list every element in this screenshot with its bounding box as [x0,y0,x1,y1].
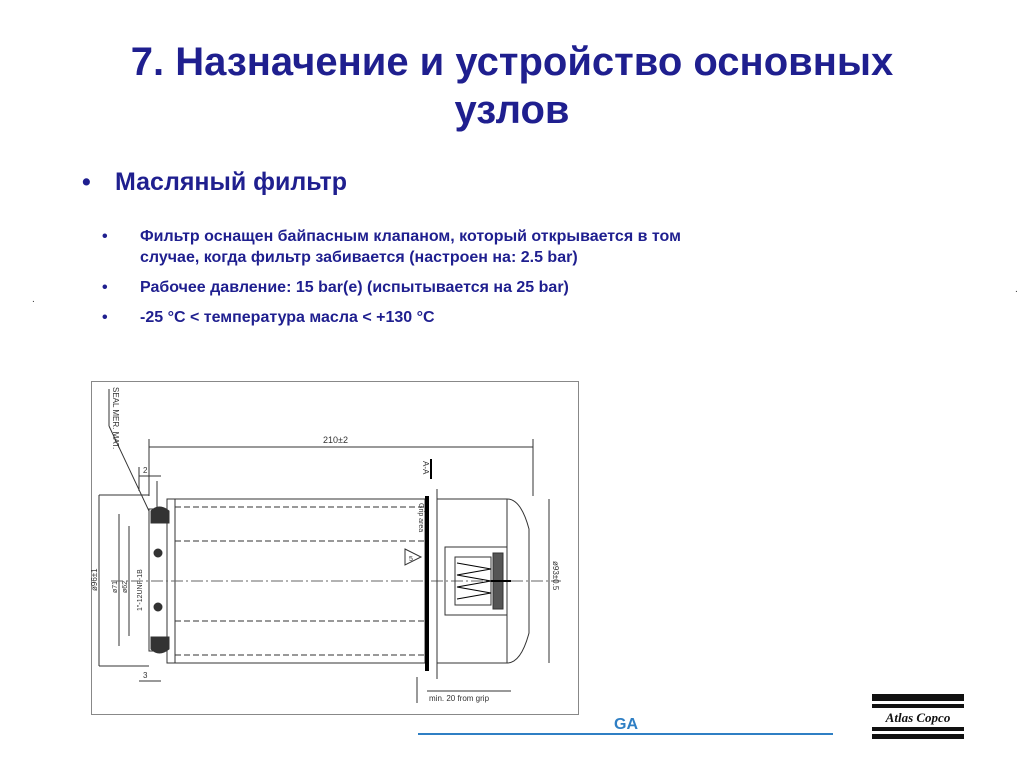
dim-label: 3 [143,671,148,680]
main-bullet-text: Масляный фильтр [115,168,347,196]
stray-mark: . [32,294,35,305]
sub-bullet [100,226,720,268]
outer-dia-label: ø96±1 [90,568,99,591]
slide-title-line1: 7. Назначение и устройство основных [130,40,894,84]
length-label: 210±2 [323,435,348,445]
sub-bullet-text: Рабочее давление: 15 bar(e) (испытывается на 25 bar) [140,279,569,296]
logo-bar [872,727,964,731]
thread-label: 1"-12UNF-1B [137,569,144,611]
slide-title-line2: узлов [454,88,570,132]
footer-ga: GA [614,716,638,733]
sub-bullet-text: -25 °C < температура масла < +130 °C [140,309,435,326]
dia-71-label: ø71 [112,580,119,593]
logo-bar [872,704,964,708]
note-flag-label: 5 [409,556,413,563]
base-plate [149,509,167,651]
thread-mark [154,549,162,557]
dia-62-label: ø62 [122,580,129,593]
sub-bullet-list [100,226,720,337]
bullet-dot: • [102,279,108,296]
seal-label: SEAL MER. MAT. [111,387,120,450]
grip-note: min. 20 from grip [429,694,490,703]
sub-bullet-text: Фильтр оснащен байпасным клапаном, который открывается в том случае, когда фильтр забивается (настроен на: 2.5 bar) [140,228,681,266]
logo-bar [872,694,964,701]
thread-mark [154,603,162,611]
footer-line [418,733,833,735]
logo-text: Atlas Copco [885,710,951,725]
oil-filter-drawing [91,381,579,715]
slide-title [40,38,984,134]
bullet-dot: • [102,228,108,245]
section-label: A-A [421,461,430,475]
bullet-dot: • [82,168,91,196]
right-dia-label: ø93±0.5 [551,561,560,591]
sub-bullet [100,307,720,328]
sub-bullet [100,277,720,298]
gasket-bottom [151,637,169,653]
bullet-dot: • [102,309,108,326]
dim-label: 2 [143,466,148,475]
atlas-copco-logo [872,692,964,740]
logo-bar [872,734,964,739]
drawing-frame [92,382,579,715]
note-flag [405,549,421,565]
stray-mark: . [1015,284,1018,295]
grip-label: Grip area [417,503,424,533]
gasket-top [151,507,169,523]
